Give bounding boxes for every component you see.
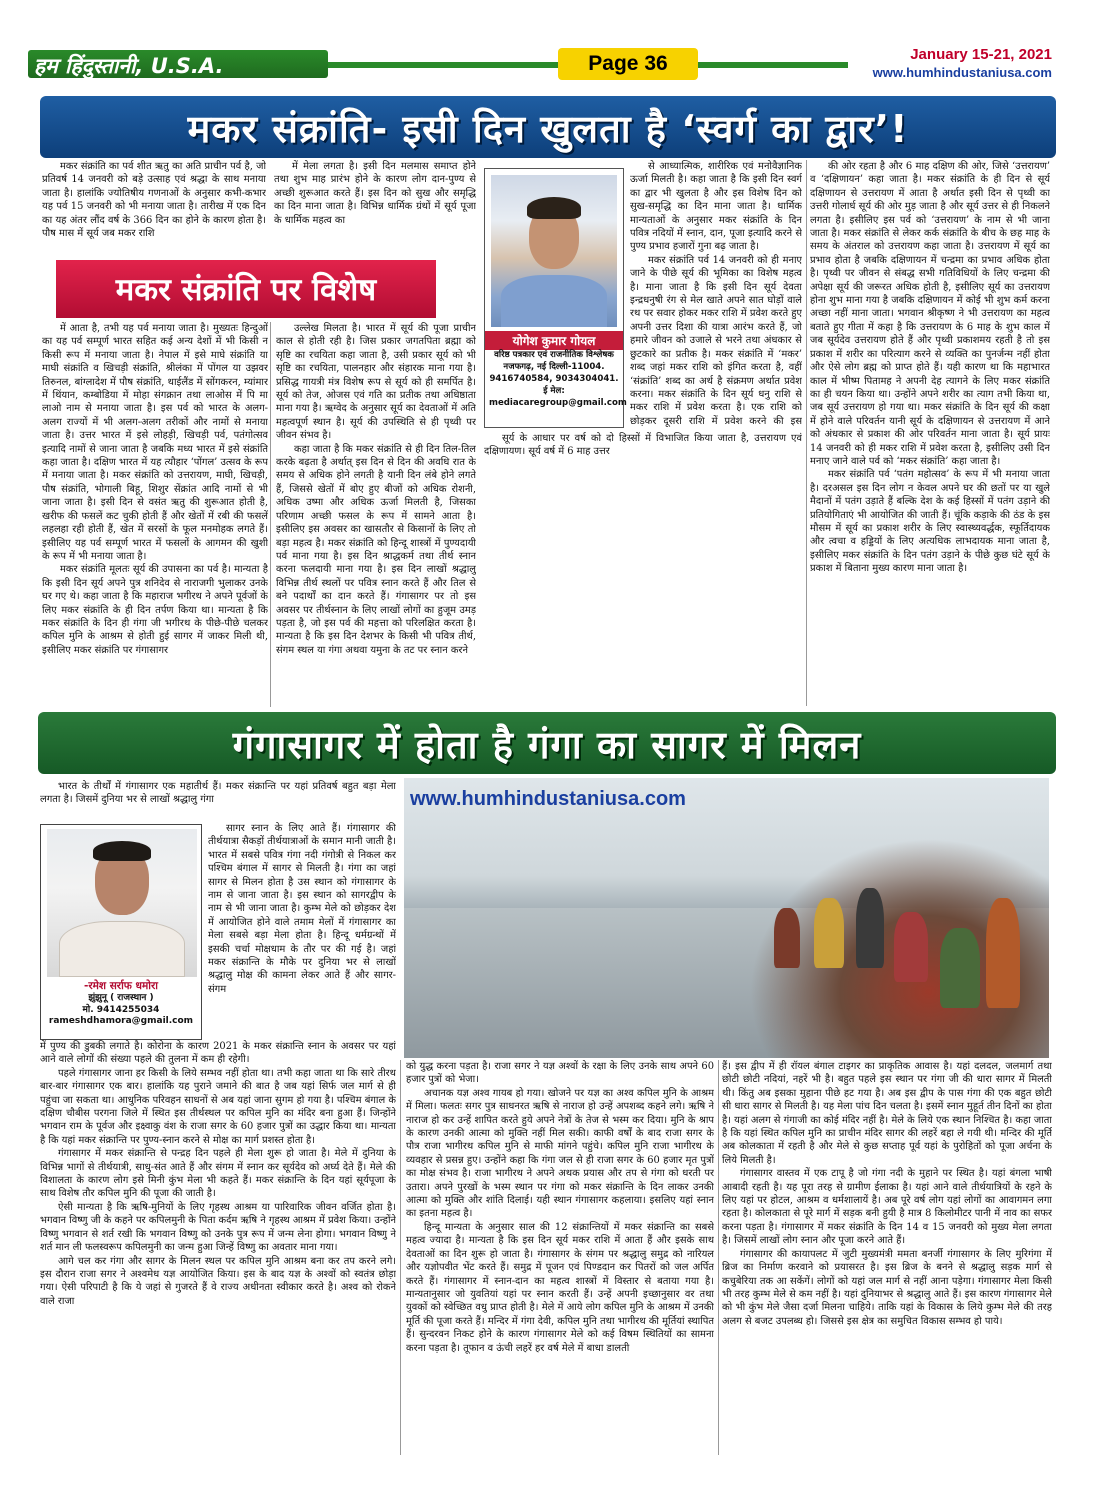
paragraph: मकर संक्रांति मूलतः सूर्य की उपासना का पर्व है। मान्यता है कि इसी दिन सूर्य अपने पुत्र शनिदेव से नाराजगी भुलाकर उनके घर गए थे। कहा जाता है कि महाराज भगीरथ ने अपने पूर्वजों के लिए मकर संक्रांति के ही दिन तर्पण किया था। मान्यता है कि मकर संक्रांति के दिन ही गंगा जी भगीरथ के पीछे-पीछे चलकर कपिल मुनि के आश्रम से होती हुई सागर में जाकर मिली थी, इसीलिए मकर संक्रांति पर गंगासागर [42,564,268,656]
paragraph: सूर्य के आधार पर वर्ष को दो हिस्सों में विभाजित किया जाता है, उत्तरायण एवं दक्षिणायण। सूर्य वर्ष में 6 माह उत्तर [484,433,802,458]
author-details [45,993,197,1028]
paragraph: मकर संक्रांति का पर्व शीत ऋतु का अति प्राचीन पर्व है, जो प्रतिवर्ष 14 जनवरी को बड़े उत्साह एवं श्रद्धा के साथ मनाया जाता है। हालांकि ज्योतिषीय गणनाओं के अनुसार कभी-कभार यह पर्व 15 जनवरी को भी मनाया जाता है। तारीख में एक दिन का यह अंतर लौंद वर्ष के 366 दिन का होने के कारण होता है। पौष मास में सूर्य जब मकर राशि [42,161,266,240]
photo-person [814,898,844,968]
paragraph: कहा जाता है कि मकर संक्रांति से ही दिन तिल-तिल करके बढ़ता है अर्थात् इस दिन से दिन की अवधि रात के समय से अधिक होने लगती है यानी दिन लंबे होने लगते हैं, जिससे खेतों में बोए हुए बीजों को अधिक रोशनी, अधिक उष्मा और अधिक ऊर्जा मिलती है, जिसका परिणाम अच्छी फसल के रूप में सामने आता है। इसीलिए इस अवसर का खासतौर से किसानों के लिए तो बड़ा महत्व है। मकर संक्रांति को हिन्दू शास्त्रों में पुण्यदायी पर्व माना गया है। इस दिन श्राद्धकर्म तथा तीर्थ स्नान करना फलदायी माना गया है। इस दिन लाखों श्रद्धालु विभिन्न तीर्थ स्थलों पर पवित्र स्नान करते हैं और तिल से बने पदार्थों का दान करते हैं। गंगासागर पर तो इस अवसर पर तीर्थस्नान के लिए लाखों लोगों का हुजूम उमड़ पड़ता है, जो इस पर्व की महत्ता को परिलक्षित करता है। मान्यता है कि इस दिन देशभर के किसी भी पवित्र तीर्थ, संगम स्थल या गंगा अथवा यमुना के तट पर स्नान करने [276,443,476,656]
author-phone: 9416740584, 9034304041. [489,374,619,384]
column-rule [270,322,271,707]
photo-shirt [501,275,607,327]
article2-intro-narrow [208,822,396,1036]
article2-headline-banner [38,712,1056,774]
gangasagar-photo [404,778,1049,1058]
article1-col2-top [274,160,476,254]
article1-col1 [42,322,268,707]
author-details [489,349,627,409]
photo-person [894,912,928,982]
paragraph: गंगासागर में मकर संक्रान्ति से पन्द्रह दिन पहले ही मेला शुरू हो जाता है। मेले में दुनिया के विभिन्न भागों से तीर्थयात्री, साधु-संत आते हैं और संगम में स्नान कर सूर्यदेव को अर्घ्य देते हैं। मेले की विशालता के कारण लोग इसे मिनी कुंभ मेला भी कहते हैं। मकर संक्रान्ति के दिन यहां सूर्यपूजा के साथ विशेष तौर कपिल मुनि की पूजा की जाती है। [40,1148,396,1200]
paragraph: से आध्यात्मिक, शारीरिक एवं मनोवैज्ञानिक ऊर्जा मिलती है। कहा जाता है कि इसी दिन स्वर्ग का द्वार भी खुलता है और इस विशेष दिन को सुख-समृद्धि का दिन माना जाता है। धार्मिक मान्यताओं के अनुसार मकर संक्रांति के दिन पवित्र नदियों में स्नान, दान, पूजा इत्यादि करने से पुण्य प्रभाव हजारों गुना बढ़ जाता है। [630,161,802,253]
photo-hair [93,841,151,861]
masthead [28,48,1052,82]
article1-col3 [484,432,802,706]
paragraph: ऐसी मान्यता है कि ऋषि-मुनियों के लिए गृहस्थ आश्रम या पारिवारिक जीवन वर्जित होता है। भगवान विष्णु जी के कहने पर कपिलमुनी के पिता कर्दम ऋषि ने गृहस्थ आश्रम में प्रवेश किया। उन्होंने विष्णु भगवान से शर्त रखी कि भगवान विष्णु को उनके पुत्र रूप में जन्म लेना होगा। भगवान विष्णु ने शर्त मान ली फलस्वरूप कपिलमुनी का जन्म हुआ जिन्हें विष्णु का अवतार माना गया। [40,1201,396,1254]
article1-headline-banner [40,96,1056,158]
paragraph: सागर स्नान के लिए आते हैं। गंगासागर की तीर्थयात्रा सैकड़ों तीर्थयात्राओं के समान मानी जाती है। भारत में सबसे पवित्र गंगा नदी गंगोत्री से निकल कर पश्चिम बंगाल में सागर से मिलती है। गंगा का जहां सागर से मिलन होता है उस स्थान को गंगासागर के नाम से जाना जाता है। इस स्थान को सागरद्वीप के नाम से भी जाना जाता है। कुम्भ मेले को छोड़कर देश में आयोजित होने वाले तमाम मेलों में गंगासागर का मेला सबसे बड़ा मेला होता है। हिन्दू धर्मग्रन्थों में इसकी चर्चा मोक्षधाम के तौर पर की गई है। जहां मकर संक्रान्ति के मौके पर दुनिया भर से लाखों श्रद्धालु मोक्ष की कामना लेकर आते हैं और सागर-संगम [208,823,396,995]
article1-headline: मकर संक्रांति- इसी दिन खुलता है ‘स्वर्ग का द्वार’! [187,107,909,151]
issue-date: January 15-21, 2021 [910,46,1052,63]
author-address: नजफगढ़, नई दिल्ली-11004. [503,362,605,372]
article2-intro-wide [40,780,396,820]
paragraph: गंगासागर वास्तव में एक टापू है जो गंगा नदी के मुहाने पर स्थित है। यहां बंगला भाषी आबादी रहती है। यह पूरा तरह से ग्रामीण ईलाका है। यहां आने वाले तीर्थयात्रियों के रहने के लिए यहां पर होटल, आश्रम व धर्मशालायें है। अब पूरे वर्ष लोग यहां लोगों का आवागमन लगा रहता है। कोलकाता से पूरे मार्ग में सड़क बनी हुयी है मात्र 8 किलोमीटर पानी में नाव का सफर करना पड़ता है। गंगासागर में मकर संक्रांति के दिन 14 व 15 जनवरी को मुख्य मेला लगता है। जिसमें लाखों लोग स्नान और पूजा करने आते हैं। [722,1168,1052,1247]
author-phone: मो. 9414255034 [82,1004,160,1015]
author-photo [47,829,197,977]
paragraph: में आता है, तभी यह पर्व मनाया जाता है। मुख्यतः हिन्दुओं का यह पर्व सम्पूर्ण भारत सहित कई अन्य देशों में भी किसी न किसी रूप में मनाया जाता है। नेपाल में इसे माघे संक्रांति या माघी संक्रांति व खिचड़ी संक्रांति, श्रीलंका में पोंगल या उझवर तिरुनल, बांग्लादेश में पौष संक्रांति, थाईलैंड में सोंगकरन, म्यांमार में थिंयान, कम्बोडिया में मोहा संगक्रान तथा लाओस में पि मा लाओ नाम से मनाया जाता है। इस पर्व को भारत के अलग-अलग राज्यों में भी अलग-अलग तरीकों और नामों से मनाया जाता है। उत्तर भारत में इसे लोहड़ी, खिचड़ी पर्व, पतंगोत्सव इत्यादि नामों से जाना जाता है जबकि मध्य भारत में इसे संक्रांति कहा जाता है। दक्षिण भारत में यह त्यौहार ‘पोंगल’ उत्सव के रूप में मनाया जाता है। मकर संक्रांति को उत्तरायण, माघी, खिचड़ी, पौष संक्रांति, भोगाली बिहू, शिशुर सेंक्रांत आदि नामों से भी जाना जाता है। इसी दिन से वसंत ऋतु की शुरूआत होती है, खरीफ की फसलें कट चुकी होती हैं और खेतों में रबी की फसलें लहलहा रही होती हैं, खेत में सरसों के फूल मनमोहक लगते हैं। इसीलिए यह पर्व सम्पूर्ण भारत में फसलों के आगमन की खुशी के रूप में भी मनाया जाता है। [42,323,268,562]
author-photo [491,175,617,327]
website-link[interactable]: www.humhindustaniusa.com [872,65,1052,80]
paragraph: पहले गंगासागर जाना हर किसी के लिये सम्भव नहीं होता था। तभी कहा जाता था कि सारे तीरथ बार-बार गंगासागर एक बार। हालांकि यह पुराने जमाने की बात है जब यहां सिर्फ जल मार्ग से ही पहुंचा जा सकता था। आधुनिक परिवहन साधनों से अब यहां जाना सुगम हो गया है। पश्चिम बंगाल के दक्षिण चौबीस परगना जिले में स्थित इस तीर्थस्थल पर कपिल मुनि का मंदिर बना हुआ हैं। जिन्होंने भगवान राम के पूर्वज और इक्ष्वाकु वंश के राजा सगर के 60 हजार पुत्रों का उद्धार किया था। मान्यता है कि यहां मकर संक्रान्ति पर पुण्य-स्नान करने से मोक्ष का मार्ग प्रशस्त होता है। [40,1067,396,1146]
column-rule [400,1060,401,1455]
photo-people [764,868,1024,1018]
photo-person [986,898,1020,1008]
article1-col2 [276,322,476,707]
article1-col3-top [630,160,802,428]
column-rule [806,160,807,706]
author-email[interactable]: ई मेल: mediacaregroup@gmail.com [489,386,627,408]
paragraph: को युद्ध करना पड़ता है। राजा सगर ने यज्ञ अश्वों के रक्षा के लिए उनके साथ अपने 60 हजार पुत्रों को भेजा। [406,1061,714,1086]
article1-col1-top [42,160,266,254]
photo-hair [527,197,581,219]
paragraph: की ओर रहता है और 6 माह दक्षिण की ओर, जिसे ‘उत्तरायण’ व ‘दक्षिणायन’ कहा जाता है। मकर संक्रांति के ही दिन से सूर्य दक्षिणायन से उत्तरायण में आता है अर्थात इसी दिन से पृथ्वी का उत्तरी गोलार्ध सूर्य की ओर मुड़ जाता है और सूर्य उत्तर से ही निकलने लगता है। इसीलिए इस पर्व को ‘उत्तरायण’ के नाम से भी जाना जाता है। मकर संक्रांति से लेकर कर्क संक्रांति के बीच के छह माह के समय के अंतराल को उत्तरायण कहा जाता है। उत्तरायण में सूर्य का प्रभाव होता है जबकि दक्षिणायन में चन्द्रमा का प्रभाव अधिक होता है। पृथ्वी पर जीवन से संबद्ध सभी गतिविधियों के लिए चन्द्रमा की अपेक्षा सूर्य की जरूरत अधिक होती है, इसीलिए सूर्य का उत्तरायण होना शुभ माना गया है जबकि दक्षिणायन में कोई भी शुभ कर्म करना अच्छा नहीं माना जाता। भगवान श्रीकृष्ण ने भी उत्तरायण का महत्व बताते हुए गीता में कहा है कि उत्तरायण के 6 माह के शुभ काल में जब सूर्यदेव उत्तरायण होते हैं और पृथ्वी प्रकाशमय रहती है तो इस प्रकाश में शरीर का परित्याग करने से व्यक्ति का पुनर्जन्म नहीं होता और ऐसे लोग ब्रह्म को प्राप्त होते हैं। यही कारण था कि महाभारत काल में भीष्म पितामह ने अपनी देह त्यागने के लिए मकर संक्रांति का ही चयन किया था। उन्होंने अपने शरीर का त्याग तभी किया था, जब सूर्य उत्तरायण हो गया था। मकर संक्रांति के दिन सूर्य की कक्षा में होने वाले परिवर्तन यानी सूर्य के दक्षिणायन से उत्तरायण में आने को अंधकार से प्रकाश की ओर परिवर्तन माना जाता है। सूर्य प्रायः 14 जनवरी को ही मकर राशि में प्रवेश करता है, इसीलिए उसी दिन मनाए जाने वाले पर्व को ‘मकर संक्रांति’ कहा जाता है। [810,161,1050,467]
paragraph: मकर संक्रांति पर्व ‘पतंग महोत्सव’ के रूप में भी मनाया जाता है। दरअसल इस दिन लोग न केवल अपने घर की छतों पर या खुले मैदानों में पतंग उड़ाते हैं बल्कि देश के कई हिस्सों में पतंग उड़ाने की प्रतियोगिताएं भी आयोजित की जाती हैं। चूंकि कड़ाके की ठंड के इस मौसम में सूर्य का प्रकाश शरीर के लिए स्वास्थ्यवर्द्धक, स्फूर्तिदायक और त्वचा व हड्डियों के लिए अत्यधिक लाभदायक माना जाता है, इसीलिए मकर संक्रांति के दिन पतंग उड़ाने के पीछे कुछ घंटे सूर्य के प्रकाश में बिताना मुख्य कारण माना जाता है। [810,469,1050,575]
paragraph: गंगासागर की कायापलट में जुटी मुख्यमंत्री ममता बनर्जी गंगासागर के लिए मुरिगंगा में ब्रिज का निर्माण करवाने को प्रयासरत है। इस ब्रिज के बनने से श्रद्धालु सड़क मार्ग से कचुबेरिया तक आ सकेंगें। लोगों को यहां जल मार्ग से नहीं आना पड़ेगा। गंगासागर मेला किसी भी तरह कुम्भ मेले से कम नहीं है। यहां दुनियाभर से श्रद्धालु आते हैं। इस कारण गंगासागर मेले को भी कुंभ मेले जैसा दर्जा मिलना चाहिये। ताकि यहां के विकास के लिये कुम्भ मेले की तरह अलग से बजट उपलब्ध हो। जिससे इस क्षेत्र का समुचित विकास सम्भव हो पाये। [722,1248,1052,1327]
author-name: -रमेश सर्राफ धमोरा [83,980,159,992]
photo-person [774,908,800,968]
article2-headline: गंगासागर में होता है गंगा का सागर में मिलन [232,723,862,767]
paragraph: भारत के तीर्थों में गंगासागर एक महातीर्थ हैं। मकर संक्रान्ति पर यहां प्रतिवर्ष बहुत बड़ा मेला लगता है। जिसमें दुनिया भर से लाखों श्रद्धालु गंगा [40,781,396,806]
paragraph: अचानक यज्ञ अश्व गायब हो गया। खोजने पर यज्ञ का अश्व कपिल मुनि के आश्रम में मिला। फलतः सगर पुत्र साधनरत ऋषि से नाराज हो उन्हें अपशब्द कहने लगे। ऋषि ने नाराज हो कर उन्हें शापित करते हुये अपने नेत्रों के तेज से भस्म कर दिया। मुनि के श्राप के कारण उनकी आत्मा को मुक्ति नहीं मिल सकी। काफी वर्षों के बाद राजा सगर के पौत्र राजा भागीरथ कपिल मुनि से माफी मांगने पहुंचे। कपिल मुनि राजा भागीरथ के व्यवहार से प्रसन्न हुए। उन्होंने कहा कि गंगा जल से ही राजा सगर के 60 हजार मृत पुत्रों का मोक्ष संभव है। राजा भागीरथ ने अपने अथक प्रयास और तप से गंगा को धरती पर उतारा। अपने पुरखों के भस्म स्थान पर गंगा को मकर संक्रान्ति के दिन लाकर उनकी आत्मा को मुक्ति और शांति दिलाई। यही स्थान गंगासागर कहलाया। इसलिए यहां स्नान का इतना महत्व है। [406,1087,714,1220]
author-role: वरिष्ठ पत्रकार एवं राजनीतिक विश्लेषक [494,350,614,360]
paragraph: हैं। इस द्वीप में ही रॉयल बंगाल टाइगर का प्राकृतिक आवास है। यहां दलदल, जलमार्ग तथा छोटी छोटी नदियां, नहरें भी है। बहुत पहले इस स्थान पर गंगा जी की धारा सागर में मिलती थी। किंतु अब इसका मुहाना पीछे हट गया है। अब इस द्वीप के पास गंगा की एक बहुत छोटी सी धारा सागर से मिलती है। यह मेला पांच दिन चलता है। इसमें स्नान मुहूर्त तीन दिनों का होता है। यहां अलग से गंगाजी का कोई मंदिर नहीं है। मेले के लिये एक स्थान निश्चित है। कहा जाता है कि यहां स्थित कपिल मुनि का प्राचीन मंदिर सागर की लहरें बहा ले गयी थी। मन्दिर की मूर्ति अब कोलकाता में रहती है और मेले से कुछ सप्ताह पूर्व यहां के पुरोहितों को पूजा अर्चना के लिये मिलती है। [722,1061,1052,1166]
photo-shirt [59,921,185,977]
paragraph: मकर संक्रांति पर्व 14 जनवरी को ही मनाए जाने के पीछे सूर्य की भूमिका का विशेष महत्व है। माना जाता है कि इसी दिन सूर्य देवता इन्द्रधनुषी रंग से मेल खाते अपने सात घोड़ों वाले रथ पर सवार होकर मकर राशि में प्रवेश करते हुए अपनी उत्तर दिशा की यात्रा आरंभ करते हैं, जो हमारे जीवन को उजाले से भरने तथा अंधकार से छुटकारे का प्रतीक है। मकर संक्रांति में ‘मकर’ शब्द जहां मकर राशि को इंगित करता है, वहीं ‘संक्रांति’ शब्द का अर्थ है संक्रमण अर्थात प्रवेश करना। मकर संक्रांति के दिन सूर्य धनु राशि से मकर राशि में प्रवेश करता है। एक राशि को छोड़कर दूसरी राशि में प्रवेश करने की इस [630,254,802,427]
publication-name: हम हिंदुस्तानी, U.S.A. [34,54,224,78]
photo-person [856,888,884,968]
paragraph: हिन्दू मान्यता के अनुसार साल की 12 संक्रान्तियों में मकर संक्रान्ति का सबसे महत्व ज्यादा है। मान्यता है कि इस दिन सूर्य मकर राशि में आता हैं और इसके साथ देवताओं का दिन शुरू हो जाता है। गंगासागर के संगम पर श्रद्धालु समुद्र को नारियल और यज्ञोपवीत भेंट करते हैं। समुद्र में पूजन एवं पिण्डदान कर पितरों को जल अर्पित करते हैं। गंगासागर में स्नान-दान का महत्व शास्त्रों में विस्तार से बताया गया है। मान्यतानुसार जो युवतियां यहां पर स्नान करती हैं। उन्हें अपनी इच्छानुसार वर तथा युवकों को स्वेच्छित वधु प्राप्त होती है। मेले में आये लोग कपिल मुनि के आश्रम में उनकी मूर्ति की पूजा करते हैं। मन्दिर में गंगा देवी, कपिल मुनि तथा भागीरथ की मूर्तियां स्थापित हैं। सुन्दरवन निकट होने के कारण गंगासागर मेले को कई विषम स्थितियों का सामना करना पड़ता है। तूफान व ऊंची लहरें हर वर्ष मेले में बाधा डालती [406,1221,714,1354]
photo-person [940,928,980,1008]
paragraph: उल्लेख मिलता है। भारत में सूर्य की पूजा प्राचीन काल से होती रही है। जिस प्रकार जगतपिता ब्रह्मा को सृष्टि का रचयिता कहा जाता है, उसी प्रकार सूर्य को भी सृष्टि का रचयिता, पालनहार और संहारक माना गया है। प्रसिद्ध गायत्री मंत्र विशेष रूप से सूर्य को ही समर्पित है। सूर्य को तेज, ओजस एवं गति का प्रतीक तथा अधिष्ठाता माना गया है। ऋग्वेद के अनुसार सूर्य का देवताओं में अति महत्वपूर्ण स्थान है। सूर्य की उपस्थिति से ही पृथ्वी पर जीवन संभव है। [276,323,476,442]
article1-author-box [484,168,627,428]
page-number: Page 36 [558,48,698,80]
photo-watermark: www.humhindustaniusa.com [410,788,686,810]
author-name: योगेश कुमार गोयल [485,331,623,350]
author-email[interactable]: rameshdhamora@gmail.com [48,1016,194,1026]
paragraph: में मेला लगता है। इसी दिन मलमास समाप्त होने तथा शुभ माह प्रारंभ होने के कारण लोग दान-पुण्य से अच्छी शुरूआत करते हैं। इस दिन को सुख और समृद्धि का दिन माना जाता है। विभिन्न धार्मिक ग्रंथों में सूर्य पूजा के धार्मिक महत्व का [274,161,476,226]
article2-colB [406,1060,714,1455]
column-rule [718,1060,719,1455]
masthead-rule [698,62,848,68]
paragraph: में पुण्य की डुबकी लगाते है। कोरोना के कारण 2021 के मकर संक्रान्ति स्नान के अवसर पर यहां आने वाले लोगों की संख्या पहले की तुलना में कम ही रहेगी। [40,1041,396,1066]
article2-colA [40,1040,396,1455]
article1-subheadline: मकर संक्रांति पर विशेष [115,272,377,308]
article2-author-box [40,824,202,1040]
article1-subheadline-banner [56,260,436,318]
author-place: झुंझुनू ( राजस्थान ) [88,993,154,1003]
masthead-rule [328,62,558,68]
article2-colC [722,1060,1052,1455]
paragraph: आगे चल कर गंगा और सागर के मिलन स्थल पर कपिल मुनि आश्रम बना कर तप करने लगे। इस दौरान राजा सगर ने अश्वमेध यज्ञ आयोजित किया। इस के बाद यज्ञ के अश्वों को स्वतंत्र छोड़ा गया। ऐसी परिपाटी है कि ये जहां से गुजरते हैं वे राज्य अधीनता स्वीकार करते है। अश्व को रोकने वाले राजा [40,1255,396,1307]
article1-col4 [810,160,1050,706]
